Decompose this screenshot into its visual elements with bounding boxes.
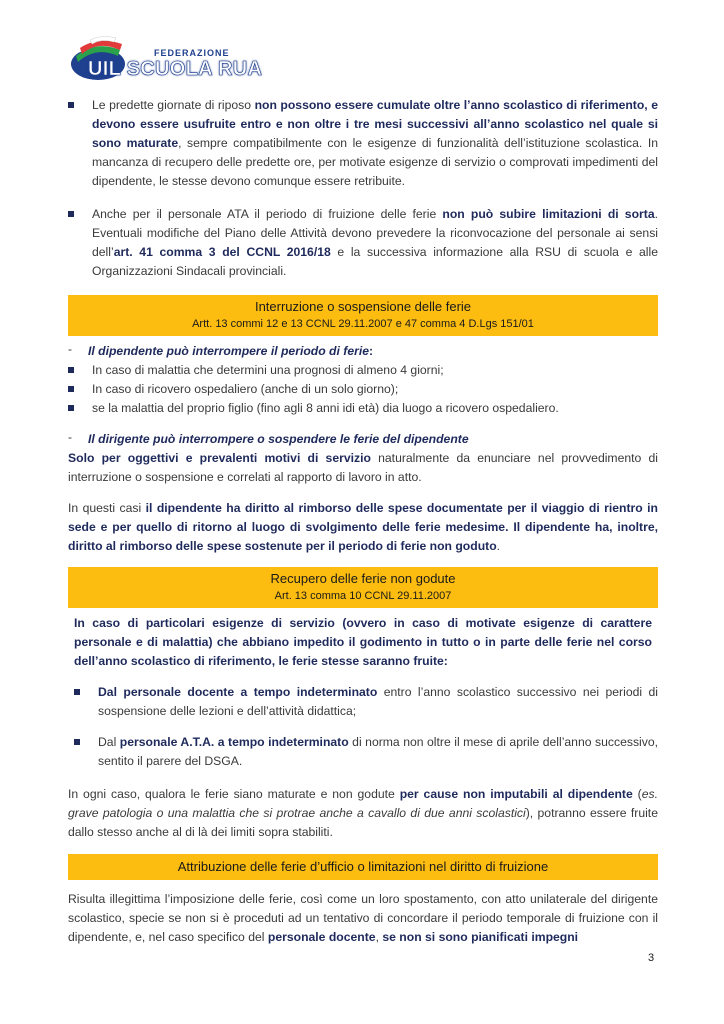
section-title: Interruzione o sospensione delle ferie: [254, 299, 472, 314]
list-item: In caso di ricovero ospedaliero (anche di un solo giorno);: [68, 380, 658, 399]
list-item: se la malattia del proprio figlio (fino agli 8 anni idi età) dia luogo a ricovero ospedaliero.: [68, 399, 658, 418]
list-item: [68, 733, 658, 771]
section-header: [68, 854, 658, 880]
paragraph: Dal personale A.T.A. a tempo indeterminato di norma non oltre il mese di aprile dell’anno successivo, sentito il parere del DSGA.: [98, 735, 658, 768]
paragraph: Solo per oggettivi e prevalenti motivi di servizio naturalmente da enunciare nel provvedimento di interruzione o sospensione e correlati al rapporto di lavoro in atto.: [68, 451, 658, 484]
section-subtitle: Art. 13 comma 10 CCNL 29.11.2007: [274, 590, 452, 602]
list-item: [68, 96, 658, 191]
section-header: [68, 295, 658, 336]
section-title: Attribuzione delle ferie d’ufficio o limitazioni nel diritto di fruizione: [177, 859, 549, 874]
logo-title: UIL SCUOLA RUA: [88, 58, 263, 80]
paragraph: Il dirigente può interrompere o sospendere le ferie del dipendente: [88, 432, 469, 446]
list-item: [68, 205, 658, 281]
paragraph: In questi casi il dipendente ha diritto al rimborso delle spese documentate per il viaggio di rientro in sede e per quello di ritorno al luogo di svolgimento delle ferie medesime. Il dipendente ha, inoltre, diritto al rimborso delle spese sostenute per il periodo di ferie non goduto.: [68, 501, 658, 553]
paragraph: Il dipendente può interrompere il periodo di ferie:: [88, 344, 374, 358]
list-item: [68, 683, 658, 721]
page-number: 3: [648, 952, 655, 964]
paragraph: In caso di particolari esigenze di servizio (ovvero in caso di motivate esigenze di carattere personale e di malattia) che abbiano impedito il godimento in tutto o in parte delle ferie nel corso dell’anno scolastico di riferimento, le ferie stesse saranno fruite:: [74, 616, 652, 668]
paragraph: Anche per il personale ATA il periodo di fruizione delle ferie non può subire limitazioni di sorta. Eventuali modifiche del Piano delle Attività devono prevedere la riconvocazione del personale ai sensi dell’art. 41 comma 3 del CCNL 2016/18 e la successiva informazione alla RSU di scuola e alle Organizzazioni Sindacali provinciali.: [92, 207, 658, 278]
uil-scuola-logo: [68, 34, 268, 86]
paragraph: Le predette giornate di riposo non possono essere cumulate oltre l’anno scolastico di riferimento, e devono essere usufruite entro e non oltre i tre mesi successivi all’anno scolastico nel quale si sono maturate, sempre compatibilmente con le esigenze di funzionalità dell’istituzione scolastica. In mancanza di recupero delle predette ore, per motivate esigenze di servizio o comprovati impedimenti del dipendente, le stesse devono comunque essere retribuite.: [92, 98, 658, 188]
list-item: - Il dirigente può interrompere o sospendere le ferie del dipendente: [68, 430, 658, 449]
paragraph: In ogni caso, qualora le ferie siano maturate e non godute per cause non imputabili al dipendente (es. grave patologia o una malattia che si protrae anche a cavallo di due anni scolastici), potranno essere fruite dallo stesso anche al di là dei limiti sopra stabiliti.: [68, 787, 658, 839]
paragraph: Dal personale docente a tempo indeterminato entro l’anno scolastico successivo nei periodi di sospensione delle lezioni e dell’attività didattica;: [98, 685, 658, 718]
section-title: Recupero delle ferie non godute: [270, 571, 456, 586]
logo-federazione: FEDERAZIONE: [154, 48, 230, 58]
page-content: [68, 96, 658, 947]
list-item: - Il dipendente può interrompere il periodo di ferie:: [68, 342, 658, 361]
list-item: In caso di malattia che determini una prognosi di almeno 4 giorni;: [68, 361, 658, 380]
paragraph: Risulta illegittima l’imposizione delle ferie, così come un loro spostamento, con atto unilaterale del dirigente scolastico, specie se non si è proceduti ad un tentativo di concordare il periodo temporale di fruizione con il dipendente, e, nel caso specifico del personale docente, se non si sono pianificati impegni: [68, 892, 658, 944]
section-subtitle: Artt. 13 commi 12 e 13 CCNL 29.11.2007 e 47 comma 4 D.Lgs 151/01: [192, 318, 534, 330]
section-header: [68, 567, 658, 608]
